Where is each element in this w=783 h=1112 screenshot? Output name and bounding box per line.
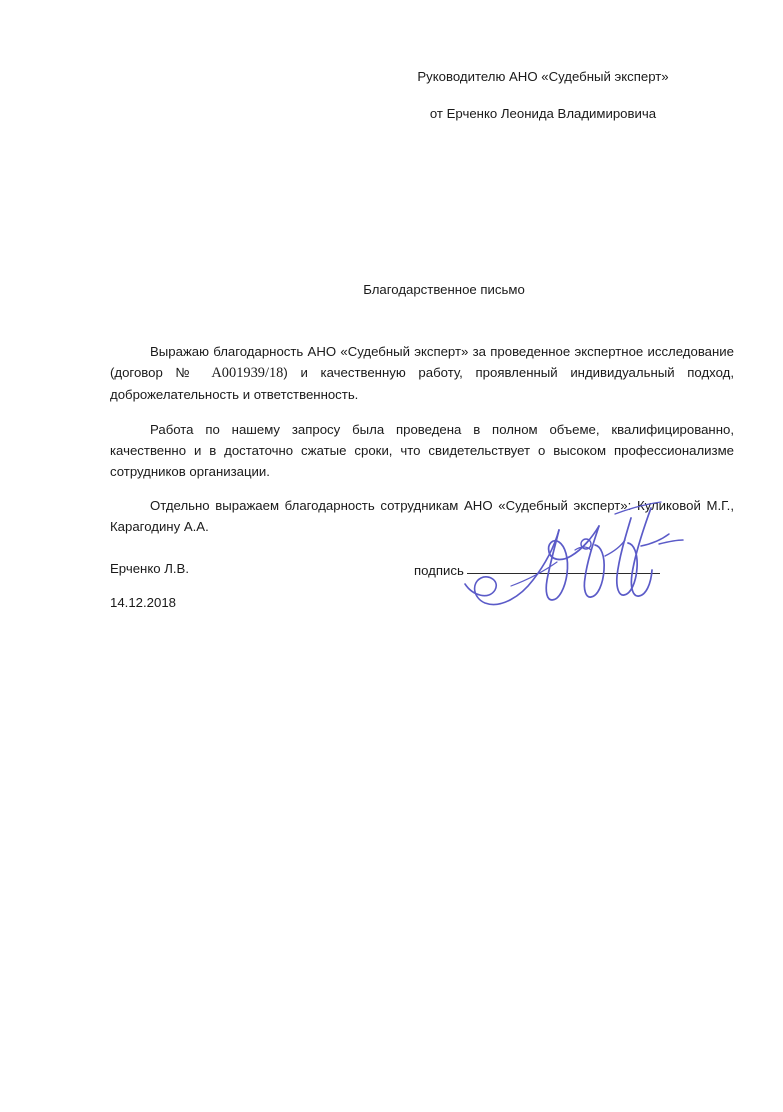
sender-line: от Ерченко Леонида Владимировича xyxy=(429,106,657,121)
page-title: Благодарственное письмо xyxy=(363,282,525,297)
body-paragraph-3: Отдельно выражаем благодарность сотрудникам АНО «Судебный эксперт»: Куликовой М.Г., Карагодину А.А. xyxy=(110,498,734,535)
paragraph-1-text-after-contract: ) и качественную работу, проявленный индивидуальный подход, доброжелательность и ответственность. xyxy=(110,365,735,403)
signature-label: подпись xyxy=(414,563,464,578)
signer-name: Ерченко Л.В. xyxy=(110,561,190,576)
signature-line xyxy=(467,573,660,574)
contract-number: А001939/18 xyxy=(211,365,284,382)
signature-block xyxy=(110,560,734,620)
body-paragraph-1 xyxy=(110,341,734,406)
paragraph-1-text-before-contract: Выражаю благодарность АНО «Судебный эксперт» за проведенное экспертное исследование (договор № xyxy=(110,344,734,381)
document-body xyxy=(110,341,734,538)
addressee-header xyxy=(392,68,694,123)
body-paragraph-2: Работа по нашему запросу была проведена в полном объеме, квалифицированно, качественно и в достаточно сжатые сроки, что свидетельствует о высоком профессионализме сотрудников организации. xyxy=(110,421,734,480)
signature-date: 14.12.2018 xyxy=(110,595,177,610)
addressee-line: Руководителю АНО «Судебный эксперт» xyxy=(417,69,669,84)
